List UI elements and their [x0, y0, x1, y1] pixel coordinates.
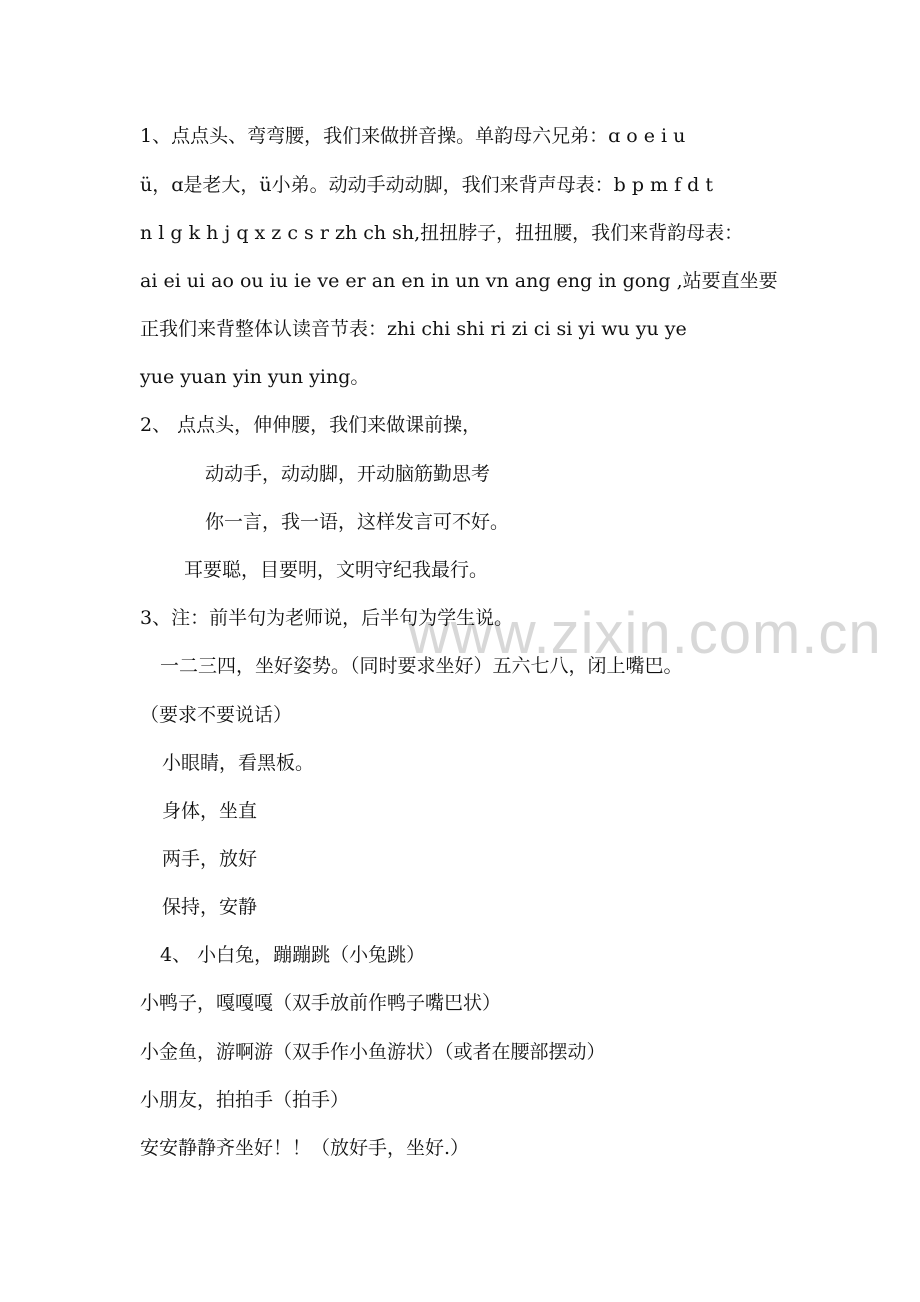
section1-line4: ai ei ui ao ou iu ie ve er an en in un vn ang eng in gong ,站要直坐要 [140, 270, 778, 292]
section1-line5: 正我们来背整体认读音节表：zhi chi shi ri zi ci si yi wu yu ye [140, 318, 687, 340]
section4-line4: 小朋友，拍拍手（拍手） [140, 1089, 350, 1111]
section1-line3: n l g k h j q x z c s r zh ch sh,扭扭脖子，扭扭腰，我们来背韵母表： [140, 222, 744, 244]
section3-line2: 一二三四，坐好姿势。（同时要求坐好）五六七八，闭上嘴巴。 [160, 655, 683, 677]
section2-line4: 耳要聪，目要明，文明守纪我最行。 [184, 559, 489, 581]
watermark: www.zixin.com.cn [408, 601, 882, 666]
section2-line3: 你一言，我一语，这样发言可不好。 [205, 511, 510, 533]
section3-line1: 3、注：前半句为老师说，后半句为学生说。 [140, 607, 514, 629]
section4-line2: 小鸭子，嘎嘎嘎（双手放前作鸭子嘴巴状） [140, 992, 502, 1014]
section4-line3: 小金鱼，游啊游（双手作小鱼游状）（或者在腰部摆动） [140, 1041, 606, 1063]
section2-line1: 2、 点点头，伸伸腰，我们来做课前操， [140, 414, 482, 436]
section1-line6: yue yuan yin yun ying。 [140, 366, 370, 388]
section1-line1: 1、点点头、弯弯腰，我们来做拼音操。单韵母六兄弟：ɑ o e i u [140, 125, 686, 147]
section3-line5: 身体，坐直 [162, 800, 258, 822]
section4-line5: 安安静静齐坐好！！（放好手，坐好.） [140, 1137, 470, 1159]
section3-line4: 小眼睛，看黑板。 [162, 752, 315, 774]
section3-line3: （要求不要说话） [140, 704, 293, 726]
section3-line6: 两手，放好 [162, 848, 258, 870]
section1-line2: ü，ɑ是老大，ü小弟。动动手动动脚，我们来背声母表：b p m f d t [140, 174, 714, 196]
section2-line2: 动动手，动动脚，开动脑筋勤思考 [205, 463, 491, 485]
section3-line7: 保持，安静 [162, 896, 258, 918]
section4-line1: 4、 小白兔，蹦蹦跳（小兔跳） [160, 944, 426, 966]
